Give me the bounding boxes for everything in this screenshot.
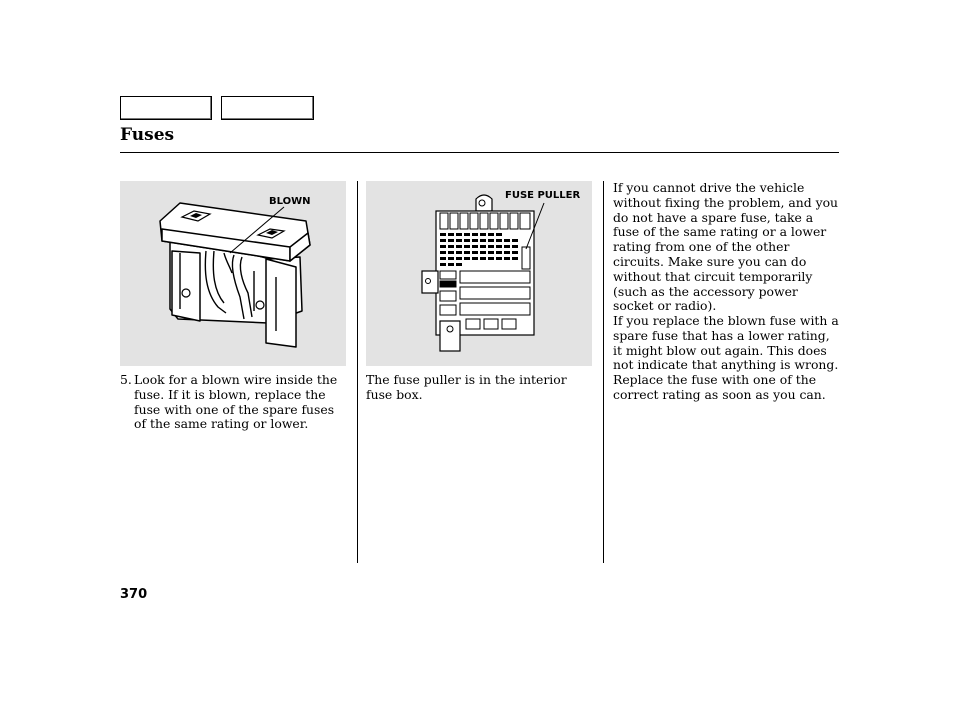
lower-rating-paragraph: If you replace the blown fuse with a spare fuse that has a lower rating, it might blow out again. This does not indicate that anything is wrong. Replace the fuse with one of the correct rating as soon as you can.	[613, 313, 839, 402]
fuse-box-illustration	[366, 181, 592, 366]
column-divider	[603, 181, 604, 563]
step-5-instruction	[120, 373, 350, 432]
fuse-box-drawing	[366, 181, 592, 366]
fuse-puller-callout-label: FUSE PULLER	[505, 190, 581, 201]
main-menu-button[interactable]	[120, 96, 212, 120]
index-button[interactable]	[221, 96, 314, 120]
page-title: Fuses	[120, 125, 175, 145]
step-number: 5.	[120, 372, 132, 387]
page-number: 370	[120, 587, 148, 602]
blown-fuse-illustration	[120, 181, 346, 366]
step-text: Look for a blown wire inside the fuse. If it is blown, replace the fuse with one of the spare fuses of the same rating or lower.	[134, 372, 338, 432]
blown-fuse-drawing	[120, 181, 346, 366]
title-rule	[120, 152, 839, 153]
blown-callout-label: BLOWN	[269, 196, 311, 207]
spare-fuse-paragraph: If you cannot drive the vehicle without fixing the problem, and you do not have a spare fuse, take a fuse of the same rating or a lower rating from one of the other circuits. Make sure you can do without that circuit temporarily (such as the accessory power socket or radio).	[613, 180, 839, 314]
fuse-puller-location-text: The fuse puller is in the interior fuse box.	[366, 372, 567, 402]
column-divider	[357, 181, 358, 563]
